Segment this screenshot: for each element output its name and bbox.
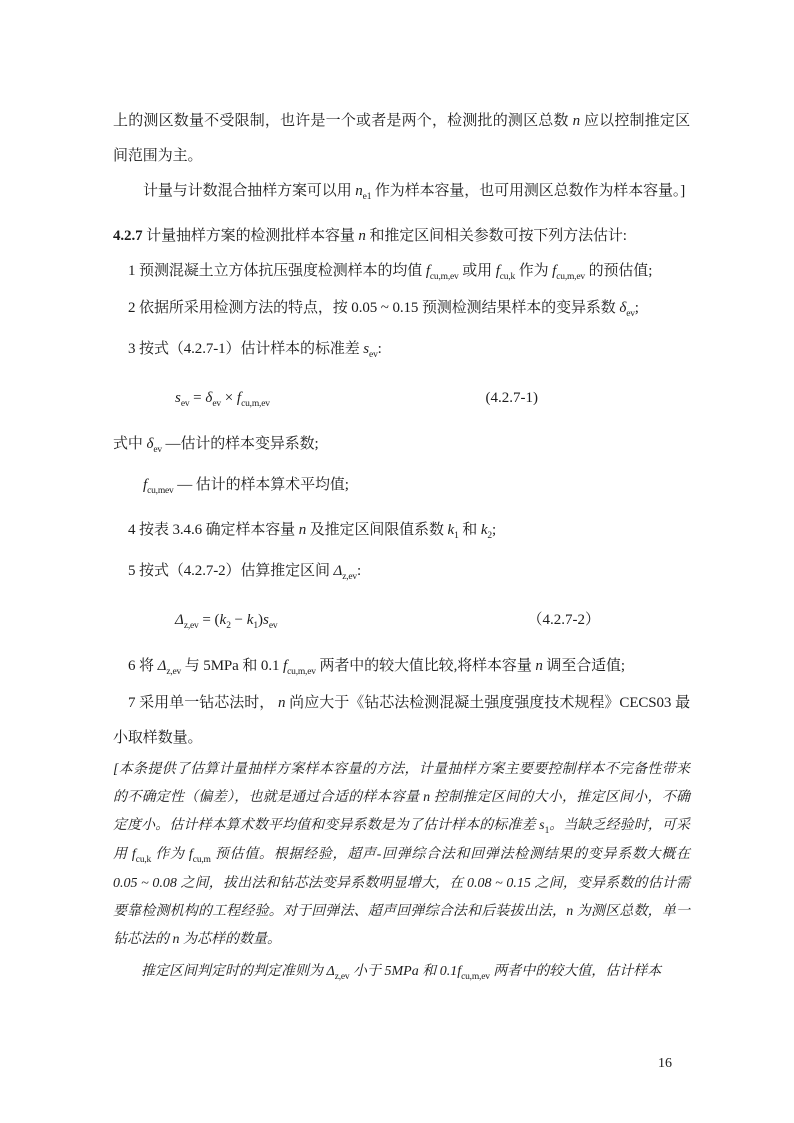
- list-item-6: 6 将 $\Delta_{z,ev}$ 与 5MPa 和 0.1 $f_{cu,m,ev}$ 两者中的较大值比较,将样本容量 n 调至合适值;: [128, 658, 625, 677]
- equation-body: $s_{ev} = \delta_{ev} \times f_{cu,m,ev}$: [175, 390, 270, 409]
- page-number: 16: [658, 1056, 672, 1071]
- commentary-paragraph-1: [本条提供了估算计量抽样方案样本容量的方法，计量抽样方案主要要控制样本不完备性带来的不确定性（偏差），也就是通过合适的样本容量 n 控制推定区间的大小，推定区间小，不确定度小。估计样本算术数平均值和变异系数是为了估计样本的标准差 $s_1$。当缺乏经验时，可采用 $f_{cu,k}$ 作为 $f_{cu,m}$ 预估值。根据经验，超声-回弹综合法和回弹法检测结果的变异系数大概在 0.05 ~ 0.08 之间，拔出法和钻芯法变异系数明显增大，在 0.08 ~ 0.15 之间，变异系数的估计需要靠检测机构的工程经验。对于回弹法、超声回弹综合法和后装拔出法，n 为测区总数，单一钻芯法的 n 为芯样的数量。: [113, 762, 691, 947]
- paragraph-continuation: 上的测区数量不受限制，也许是一个或者是两个，检测批的测区总数 n 应以控制推定区间范围为主。: [113, 113, 691, 164]
- where-clause-fcu: $f_{cu,mev}$ — 估计的样本算术平均值;: [143, 477, 349, 496]
- equation-number: （4.2.7-2）: [527, 612, 600, 628]
- where-clause-delta: 式中 $\delta_{ev}$ —估计的样本变异系数;: [113, 436, 319, 455]
- equation-body: $\Delta_{z,ev} = (k_2 - k_1)s_{ev}$: [175, 612, 278, 631]
- commentary-paragraph-2: 推定区间判定时的判定准则为 $\Delta_{z,ev}$ 小于 5MPa 和 $0.1f_{cu,m,ev}$ 两者中的较大值，估计样本: [141, 964, 662, 982]
- equation-4-2-7-1: [113, 373, 690, 423]
- equation-4-2-7-2: [113, 595, 690, 645]
- document-body: [113, 104, 690, 987]
- paragraph-mixed-sampling-note: 计量与计数混合抽样方案可以用 $n_{e1}$ 作为样本容量，也可用测区总数作为样本容量。]: [143, 183, 686, 202]
- list-item-7: 7 采用单一钻芯法时， n 尚应大于《钻芯法检测混凝土强度强度技术规程》CECS03 最小取样数量。: [113, 695, 690, 746]
- equation-number: (4.2.7-1): [485, 390, 538, 406]
- list-item-3: 3 按式（4.2.7-1）估计样本的标准差 $s_{ev}$:: [128, 341, 382, 360]
- list-item-2: 2 依据所采用检测方法的特点，按 0.05 ~ 0.15 预测检测结果样本的变异系数 $\delta_{ev}$;: [128, 300, 639, 319]
- list-item-5: 5 按式（4.2.7-2）估算推定区间 $\Delta_{z,ev}$:: [128, 563, 362, 582]
- list-item-1: 1 预测混凝土立方体抗压强度检测样本的均值 $f_{cu,m,ev}$ 或用 $f_{cu,k}$ 作为 $f_{cu,m,ev}$ 的预估值;: [128, 263, 653, 282]
- list-item-4: 4 按表 3.4.6 确定样本容量 n 及推定区间限值系数 $k_1$ 和 $k_2$;: [128, 522, 497, 541]
- clause-heading-4-2-7: 4.2.7 计量抽样方案的检测批样本容量 n 和推定区间相关参数可按下列方法估计:: [113, 228, 627, 244]
